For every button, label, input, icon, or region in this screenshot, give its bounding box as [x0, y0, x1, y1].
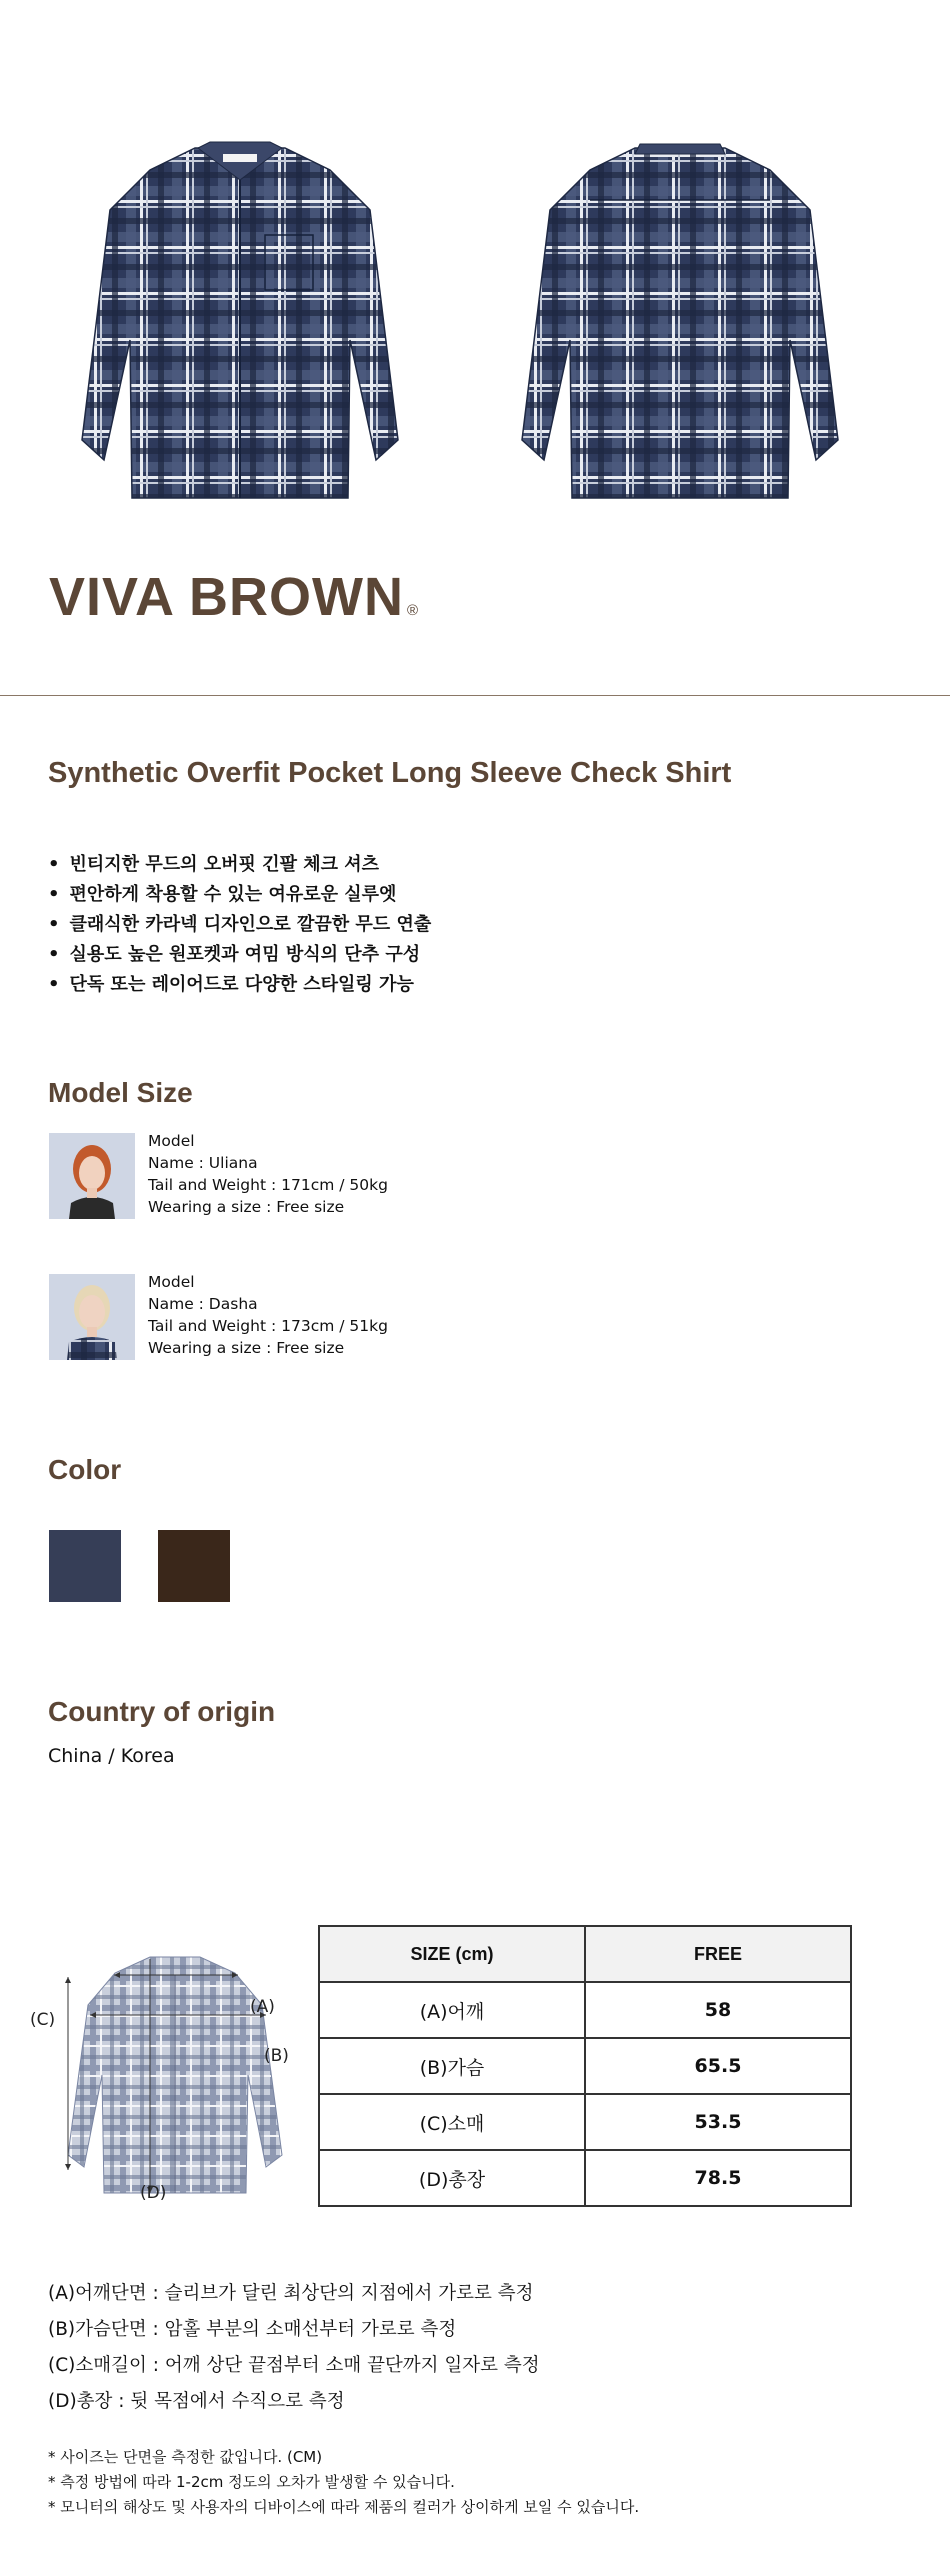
divider — [0, 695, 950, 696]
feature-item: • 클래식한 카라넥 디자인으로 깔끔한 무드 연출 — [48, 910, 431, 940]
size-header-free: FREE — [585, 1926, 851, 1982]
fine-print-line: * 측정 방법에 따라 1-2cm 정도의 오차가 발생할 수 있습니다. — [48, 2473, 455, 2491]
feature-item: • 단독 또는 레이어드로 다양한 스타일링 가능 — [48, 970, 431, 1000]
color-heading: Color — [48, 1454, 122, 1485]
size-row-label: (C)소매 — [319, 2094, 585, 2150]
fine-print — [48, 2445, 639, 2520]
model-label: Model — [148, 1132, 195, 1150]
measurement-note: (A)어깨단면 : 슬리브가 달린 최상단의 지점에서 가로로 측정 — [48, 2283, 534, 2304]
origin-value: China / Korea — [48, 1745, 175, 1767]
product-image-back — [520, 140, 840, 520]
model-tall-weight: Tail and Weight : 171cm / 50kg — [148, 1176, 388, 1194]
model-info-dasha — [148, 1271, 388, 1359]
model-photo-uliana — [49, 1133, 135, 1219]
model-name: Name : Uliana — [148, 1154, 258, 1172]
size-row-value: 65.5 — [585, 2038, 851, 2094]
size-row-label: (D)총장 — [319, 2150, 585, 2206]
feature-item: • 실용도 높은 원포켓과 여밈 방식의 단추 구성 — [48, 940, 431, 970]
brand-name: VIVA BROWN — [49, 567, 404, 627]
color-swatch-brown[interactable] — [158, 1530, 230, 1602]
model-portrait — [49, 1133, 135, 1219]
dim-label-b: (B) — [264, 2046, 289, 2066]
size-diagram — [30, 1945, 300, 2215]
fine-print-line: * 사이즈는 단면을 측정한 값입니다. (CM) — [48, 2448, 323, 2466]
model-wearing-size: Wearing a size : Free size — [148, 1198, 345, 1216]
table-row — [319, 1982, 851, 2038]
brand-logo — [49, 567, 420, 627]
model-label: Model — [148, 1273, 195, 1291]
model-portrait — [49, 1274, 135, 1360]
table-row — [319, 2150, 851, 2206]
size-row-value: 53.5 — [585, 2094, 851, 2150]
fine-print-line: * 모니터의 해상도 및 사용자의 디바이스에 따라 제품의 컬러가 상이하게 보일 수 있습니다. — [48, 2498, 640, 2516]
dim-label-a: (A) — [250, 1997, 275, 2017]
size-row-label: (A)어깨 — [319, 1982, 585, 2038]
model-tall-weight: Tail and Weight : 173cm / 51kg — [148, 1317, 388, 1335]
model-photo-dasha — [49, 1274, 135, 1360]
size-table — [318, 1925, 852, 2207]
origin-heading: Country of origin — [48, 1696, 276, 1727]
measurement-note: (B)가슴단면 : 암홀 부분의 소매선부터 가로로 측정 — [48, 2319, 457, 2340]
measurement-note: (D)총장 : 뒷 목점에서 수직으로 측정 — [48, 2391, 345, 2412]
dim-label-d: (D) — [140, 2183, 167, 2203]
size-table-header — [319, 1926, 851, 1982]
feature-item: • 편안하게 착용할 수 있는 여유로운 실루엣 — [48, 880, 431, 910]
size-row-label: (B)가슴 — [319, 2038, 585, 2094]
size-header-label: SIZE (cm) — [319, 1926, 585, 1982]
feature-item: • 빈티지한 무드의 오버핏 긴팔 체크 셔츠 — [48, 850, 431, 880]
model-info-uliana — [148, 1130, 388, 1218]
shirt-front-illustration — [80, 140, 400, 520]
dim-label-c: (C) — [30, 2010, 56, 2030]
measurement-note: (C)소매길이 : 어깨 상단 끝점부터 소매 끝단까지 일자로 측정 — [48, 2355, 540, 2376]
model-size-heading: Model Size — [48, 1077, 193, 1108]
size-row-value: 58 — [585, 1982, 851, 2038]
model-name: Name : Dasha — [148, 1295, 258, 1313]
shirt-back-illustration — [520, 140, 840, 520]
table-row — [319, 2094, 851, 2150]
size-diagram-illustration — [30, 1945, 300, 2215]
size-row-value: 78.5 — [585, 2150, 851, 2206]
model-wearing-size: Wearing a size : Free size — [148, 1339, 345, 1357]
product-title: Synthetic Overfit Pocket Long Sleeve Check Shirt — [48, 757, 732, 789]
table-row — [319, 2038, 851, 2094]
color-swatch-navy[interactable] — [49, 1530, 121, 1602]
feature-list — [48, 850, 431, 1000]
measurement-notes — [48, 2276, 540, 2420]
registered-mark: ® — [407, 602, 420, 619]
product-image-front — [80, 140, 400, 520]
